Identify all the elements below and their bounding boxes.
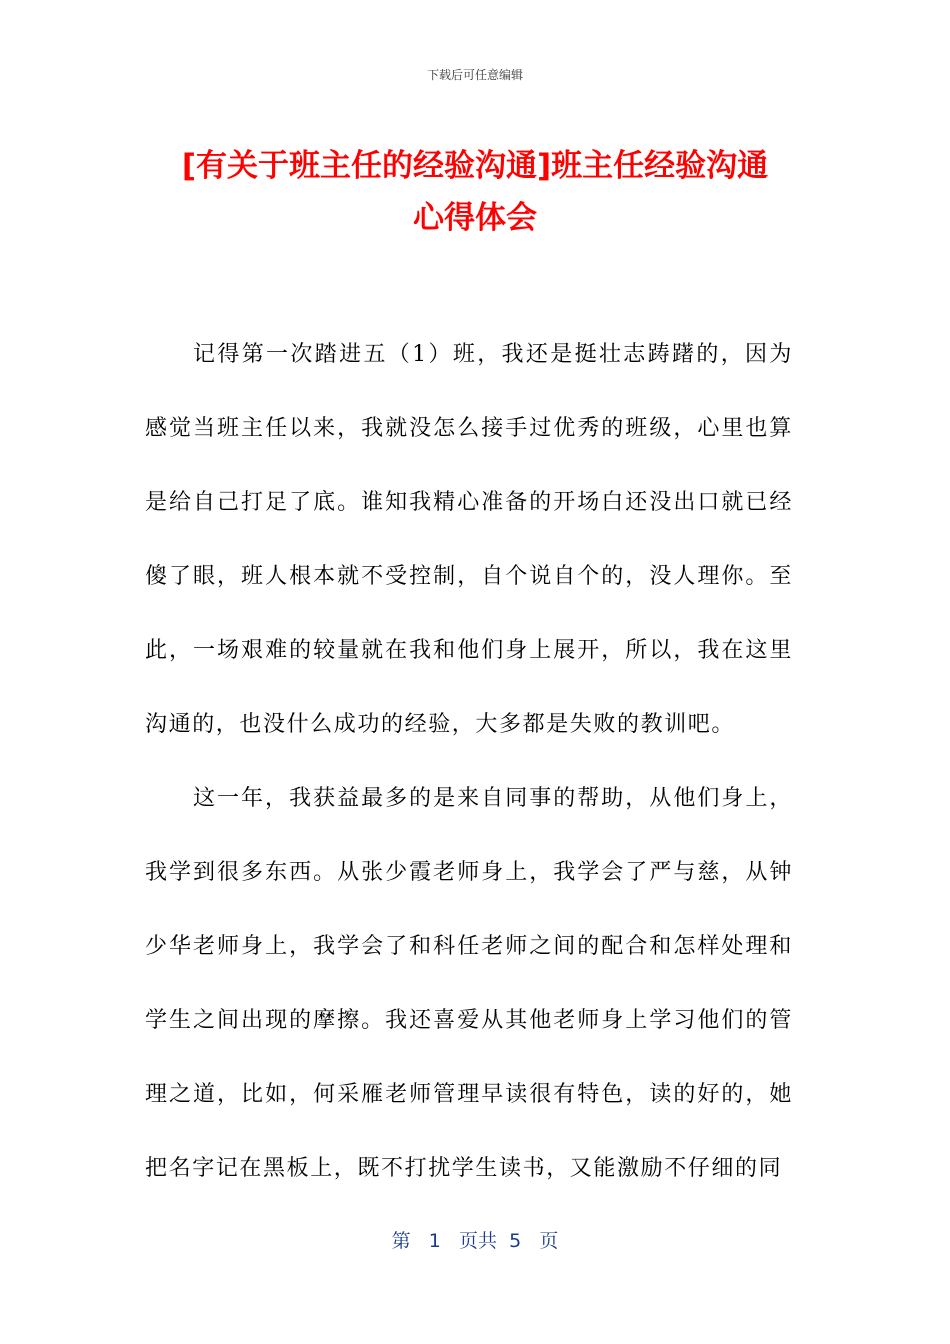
title-line-1: [有关于班主任的经验沟通]班主任经验沟通 bbox=[181, 148, 769, 184]
paragraph-1: 记得第一次踏进五（1）班，我还是挺壮志踌躇的，因为感觉当班主任以来，我就没怎么接手过优秀的班级，心里也算是给自己打足了底。谁知我精心准备的开场白还没出口就已经傻了眼，班人根本就不受控制，自个说自个的，没人理你。至此，一场艰难的较量就在我和他们身上展开，所以，我在这里沟通的，也没什么成功的经验，大多都是失败的教训吧。 bbox=[145, 342, 793, 737]
footer-prefix: 第 bbox=[391, 1230, 411, 1252]
footer-suffix: 页 bbox=[539, 1230, 559, 1252]
page-footer bbox=[0, 1226, 950, 1253]
paragraph-2: 这一年，我获益最多的是来自同事的帮助，从他们身上，我学到很多东西。从张少霞老师身上，我学会了严与慈，从钟少华老师身上，我学会了和科任老师之间的配合和怎样处理和学生之间出现的摩擦。我还喜爱从其他老师身上学习他们的管理之道，比如，何采雁老师管理早读很有特色，读的好的，她把名字记在黑板上，既不打扰学生读书，又能激励不仔细的同 bbox=[145, 786, 793, 1181]
title-line-2: 心得体会 bbox=[413, 200, 537, 236]
page-title bbox=[100, 140, 850, 244]
footer-current-page: 1 bbox=[428, 1230, 441, 1252]
footer-middle: 页共 bbox=[459, 1230, 498, 1252]
document-body bbox=[145, 318, 793, 1206]
header-note: 下载后可任意编辑 bbox=[426, 68, 523, 82]
footer-total-pages: 5 bbox=[509, 1230, 522, 1252]
